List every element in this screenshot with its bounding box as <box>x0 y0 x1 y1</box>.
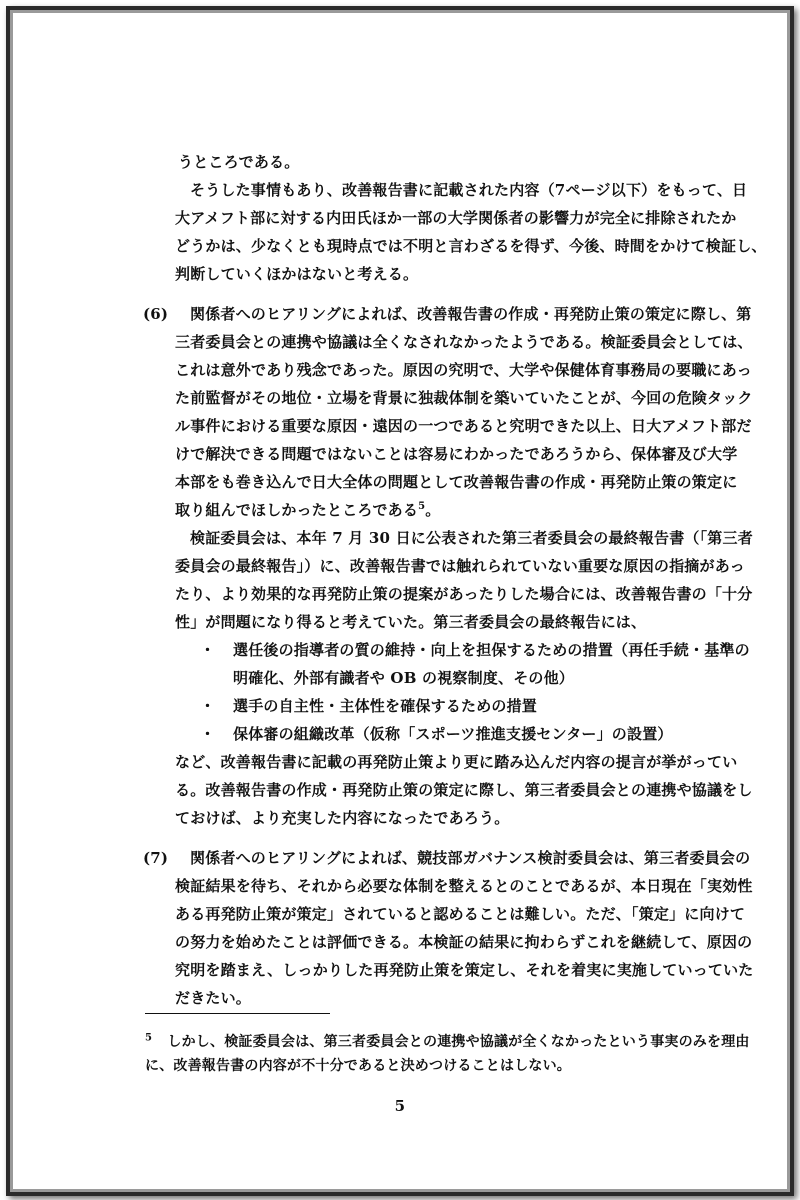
bullet-marker: ・ <box>200 697 216 715</box>
footnote-line <box>145 1030 750 1054</box>
section-number-6: (6) <box>143 305 169 323</box>
footnote-mark: 5 <box>145 1032 153 1044</box>
section-6-closing-line: る。改善報告書の作成・再発防止策の策定に際し、第三者委員会との連携や協議をし <box>175 781 753 799</box>
section-6-line: た前監督がその地位・立場を背景に独裁体制を築いていたことが、今回の危険タック <box>175 389 753 407</box>
section-7-line: だきたい。 <box>175 989 252 1007</box>
section-6-para2-line: 委員会の最終報告」）に、改善報告書では触れられていない重要な原因の指摘があっ <box>175 557 745 575</box>
intro-line: 大アメフト部に対する内田氏ほか一部の大学関係者の影響力が完全に排除されたか <box>175 209 737 227</box>
section-6-line: ル事件における重要な原因・遠因の一つであると究明できた以上、日大アメフト部だ <box>175 417 752 435</box>
section-6-last-line <box>175 496 440 525</box>
intro-line: 判断していくほかはないと考える。 <box>175 265 419 283</box>
section-6-last-line-text: 取り組んでほしかったところである <box>175 501 419 519</box>
intro-line: うところである。 <box>178 153 300 171</box>
bullet-marker: ・ <box>200 725 216 743</box>
bullet-marker: ・ <box>200 641 216 659</box>
section-6-line: けで解決できる問題ではないことは容易にわかったであろうから、保体審及び大学 <box>175 445 738 463</box>
intro-line: どうかは、少なくとも現時点では不明と言わざるを得ず、今後、時間をかけて検証し、 <box>175 237 767 255</box>
bullet-item: 保体審の組織改革（仮称「スポーツ推進支援センター」の設置） <box>233 725 673 743</box>
section-7-line: 検証結果を待ち、それから必要な体制を整えるとのことであるが、本日現在「実効性 <box>175 877 753 895</box>
intro-line: そうした事情もあり、改善報告書に記載された内容（7ページ以下）をもって、日 <box>190 181 748 199</box>
section-7-line: 関係者へのヒアリングによれば、競技部ガバナンス検討委員会は、第三者委員会の <box>190 849 751 867</box>
section-6-line: 関係者へのヒアリングによれば、改善報告書の作成・再発防止策の策定に際し、第 <box>190 305 752 323</box>
section-6-line: 本部をも巻き込んで日大全体の問題として改善報告書の作成・再発防止策の策定に <box>175 473 738 491</box>
section-7-line: の努力を始めたことは評価できる。本検証の結果に拘わらずこれを継続して、原因の <box>175 933 753 951</box>
bullet-item: 選手の自主性・主体性を確保するための措置 <box>233 697 538 715</box>
page-number: 5 <box>394 1097 406 1115</box>
section-7-line: ある再発防止策が策定」されていると認めることは難しい。ただ、「策定」に向けて <box>175 905 746 923</box>
section-7-line: 究明を踏まえ、しっかりした再発防止策を策定し、それを着実に実施していっていた <box>175 961 754 979</box>
footnote-ref-5[interactable]: 5 <box>418 501 426 512</box>
section-6-last-line-end: 。 <box>425 501 441 519</box>
section-number-7: (7) <box>143 849 169 867</box>
section-6-para2-line: たり、より効果的な再発防止策の提案があったりした場合には、改善報告書の「十分 <box>175 585 753 603</box>
bullet-item-continuation: 明確化、外部有識者や OB の視察制度、その他） <box>233 669 574 687</box>
section-6-para2-line: 性」が問題になり得ると考えていた。第三者委員会の最終報告には、 <box>175 613 647 631</box>
footnote-line: に、改善報告書の内容が不十分であると決めつけることはしない。 <box>145 1058 571 1074</box>
section-6-closing-line: ておけば、より充実した内容になったであろう。 <box>175 809 510 827</box>
section-6-line: 三者委員会との連携や協議は全くなされなかったようである。検証委員会としては、 <box>175 333 753 351</box>
section-6-line: これは意外であり残念であった。原因の究明で、大学や保健体育事務局の要職にあっ <box>175 361 753 379</box>
footnote-rule <box>145 1013 330 1014</box>
section-6-closing-line: など、改善報告書に記載の再発防止策より更に踏み込んだ内容の提言が挙がってい <box>175 753 738 771</box>
section-6-para2-line: 検証委員会は、本年 7 月 30 日に公表された第三者委員会の最終報告書（「第三者 <box>190 529 753 547</box>
footnote-text: しかし、検証委員会は、第三者委員会との連携や協議が全くなかったという事実のみを理由 <box>167 1034 750 1050</box>
bullet-item: 選任後の指導者の質の維持・向上を担保するための措置（再任手続・基準の <box>233 641 750 659</box>
